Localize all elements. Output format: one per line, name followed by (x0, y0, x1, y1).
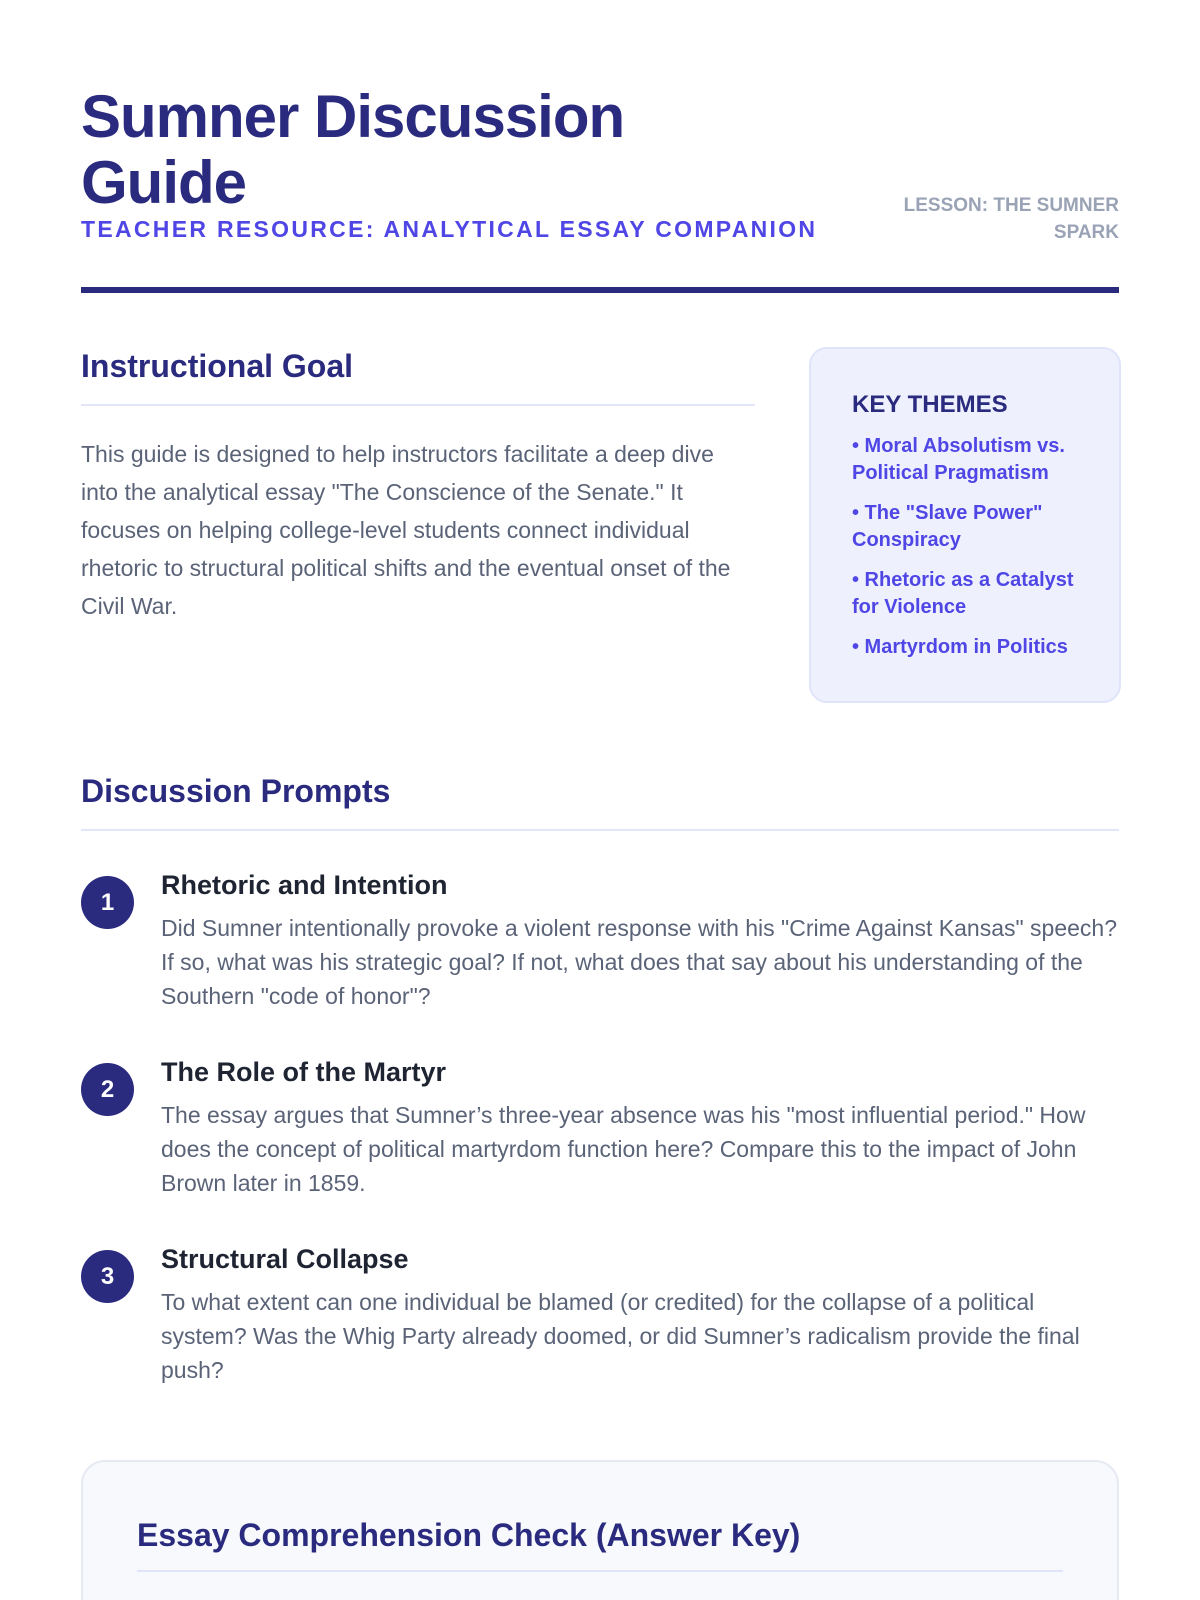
prompt-title: Rhetoric and Intention (161, 870, 448, 900)
page-header (81, 84, 1119, 294)
prompt-body (161, 1244, 1119, 1387)
prompt-body (161, 1057, 1119, 1200)
key-theme-item: • Martyrdom in Politics (852, 636, 1068, 658)
prompt-title: Structural Collapse (161, 1244, 409, 1274)
comprehension-check-heading: Essay Comprehension Check (Answer Key) (137, 1517, 801, 1553)
prompt-number-badge: 2 (81, 1063, 134, 1116)
instructional-goal-section (81, 348, 755, 648)
discussion-prompts-heading: Discussion Prompts (81, 773, 391, 809)
comprehension-check-card (81, 1460, 1119, 1600)
key-theme-item: • The "Slave Power" Conspiracy (852, 502, 1043, 551)
instructional-goal-heading: Instructional Goal (81, 348, 354, 384)
prompt-number-badge: 1 (81, 876, 134, 929)
discussion-prompt (81, 870, 1119, 1013)
prompt-text: To what extent can one individual be blamed (or credited) for the collapse of a political system? Was the Whig Party already doomed, or did Sumner’s radicalism provide the final push? (161, 1289, 1080, 1383)
key-themes-card (809, 347, 1121, 703)
prompt-body (161, 870, 1119, 1013)
discussion-prompt (81, 1057, 1119, 1200)
page-subtitle: TEACHER RESOURCE: ANALYTICAL ESSAY COMPANION (81, 216, 818, 242)
key-theme-item: • Rhetoric as a Catalyst for Violence (852, 569, 1074, 618)
lesson-label: LESSON: THE SUMNER SPARK (903, 195, 1119, 243)
key-theme-item: • Moral Absolutism vs. Political Pragmatism (852, 435, 1065, 484)
page-title: Sumner Discussion Guide (81, 83, 625, 216)
section-divider (81, 404, 755, 406)
section-divider (81, 829, 1119, 831)
prompt-text: The essay argues that Sumner’s three-year absence was his "most influential period." How does the concept of political martyrdom function here? Compare this to the impact of John Brown later in 1859. (161, 1102, 1086, 1196)
section-divider (137, 1570, 1063, 1572)
prompt-text: Did Sumner intentionally provoke a violent response with his "Crime Against Kansas" speech? If so, what was his strategic goal? If not, what does that say about his understanding of the Southern "code of honor"? (161, 915, 1117, 1009)
prompt-title: The Role of the Martyr (161, 1057, 447, 1087)
prompt-number-badge: 3 (81, 1250, 134, 1303)
discussion-prompts-section (81, 773, 1119, 1383)
discussion-prompt (81, 1244, 1119, 1387)
key-themes-heading: KEY THEMES (852, 391, 1008, 418)
instructional-goal-text: This guide is designed to help instructors facilitate a deep dive into the analytical essay "The Conscience of the Senate." It focuses on helping college-level students connect individual rhetoric to structural political shifts and the eventual onset of the Civil War. (81, 441, 731, 619)
header-divider (81, 287, 1119, 293)
